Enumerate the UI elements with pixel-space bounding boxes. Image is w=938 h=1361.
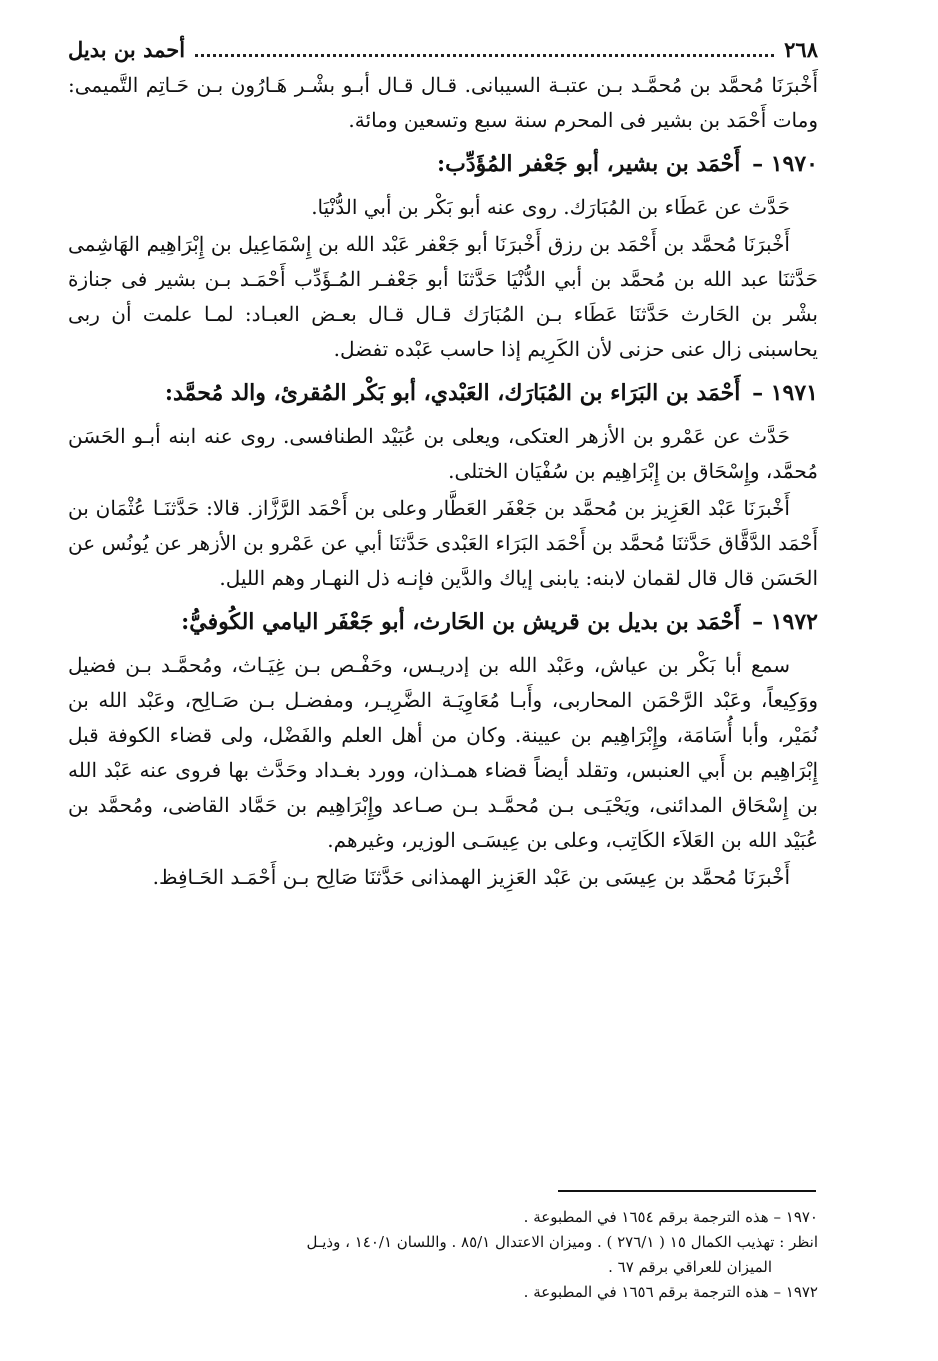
entry-title: أَحْمَد بن بشير، أبو جَعْفر المُؤَدِّب: <box>437 151 741 177</box>
paragraph: حَدَّث عن عَمْرو بن الأزهر العتكى، ويعلى بن عُبَيْد الطنافسى. روى عنه ابنه أبـو الحَسَن مُحمَّد، وإِسْحَاق بن إِبْرَاهِيم بن سُفْيَان الختلى. <box>68 424 818 483</box>
paragraph: أَخْبرَنَا مُحمَّد بن مُحمَّـد بـن عتبـة السيبانى. قـال قـال أبـو بشْـر هَـارُون بـن حَـاتِم التَّميمى: ومات أَحْمَد بن بشير فى المحرم سنة سبع وتسعين ومائة. <box>68 73 818 132</box>
entry-title: أَحْمَد بن بديل بن قريش بن الحَارث، أبو جَعْفَر اليامي الكُوفيُّ: <box>181 609 741 635</box>
running-head <box>68 30 818 68</box>
entry-heading-1970 <box>68 142 818 186</box>
entry-number: ١٩٧١ – <box>752 380 818 406</box>
paragraph: أَخْبرَنَا عَبْد العَزِيز بن مُحمَّد بن جَعْفَر العَطَّار وعلى بن أَحْمَد الرَّزَّاز. قالا: حَدَّثنَـا عُثْمَان بن أَحْمَد الدَّقَّاق حَدَّثنَا مُحمَّد بن أَحْمَد البَرَاء العَبْدى حَدَّثنَا أبي عن عَمْرو بن الأزهر عن يُونُس عن الحَسَن قال قال لقمان لابنه: يابنى إياك والدَّين فإنـه ذل النهـار وهم الليل. <box>68 496 818 590</box>
paragraph: حَدَّث عن عَطَاء بن المُبَارَك. روى عنه أبو بَكْر بن أبي الدُّنْيَا. <box>311 195 790 219</box>
footnote: ١٩٧٠ – هذه الترجمة برقم ١٦٥٤ في المطبوعة . <box>523 1208 818 1226</box>
footnote: ١٩٧٢ – هذه الترجمة برقم ١٦٥٦ في المطبوعة . <box>523 1283 818 1301</box>
footnote: انظر : تهذيب الكمال ١٥ ( ٢٧٦/١ ) . وميزان الاعتدال ٨٥/١ . واللسان ١٤٠/١ ، وذيـل <box>306 1233 818 1251</box>
footnotes <box>68 1205 818 1305</box>
paragraph: أَخْبرَنَا مُحمَّد بن أَحْمَد بن رزق أَخْبرَنَا أبو جَعْفر عَبْد الله بن إِسْمَاعِيل بن إِبْرَاهِيم الهَاشِمى حَدَّثنَا عبد الله بن مُحمَّد بن أبي الدُّنْيَا حَدَّثنَا أبو جَعْفـر المُـؤَدِّب أَحْمَـد بـن بشير فى جنازة بشْر بن الحَارث حَدَّثنَا عَطَاء بـن المُبَارَك قـال قـال بعـض العبـاد: لمـا علمت أن ربى يحاسبنى زال عنى حزنى لأن الكَرِيم إذا حاسب عَبْده تفضل. <box>68 232 818 361</box>
footnote-rule <box>558 1190 816 1192</box>
paragraph: سمع أبا بَكْر بن عياش، وعَبْد الله بن إدريـس، وحَفْـص بـن غِيَـاث، ومُحمَّـد بـن فضيل ووَكِيعاً، وعَبْد الرَّحْمَن المحاربى، وأَبـا مُعَاوِيَـة الضَّرِيـر، ومفضـل بـن صَـالِح، وعَبْد الله بن نُمَيْر، وأبا أُسَامَة، وإِبْرَاهِيم بن عيينة. وكان من أهل العلم والفَضْل، ولى قضاء الكوفة قبل إِبْرَاهِيم بن أَبي العنبس، وتقلد أيضاً قضاء همـذان، وورد بغـداد وحَدَّث بها فروى عنه عَبْد الله بن إِسْحَاق المدائنى، ويَحْيَـى بـن مُحمَّـد بـن صـاعد وإِبْرَاهِيم بن حَمَّاد القاضى، ومُحمَّد بن عُبَيْد الله بن العَلاَء الكَاتِب، وعلى بن عِيسَـى الوزير، وغيرهم. <box>68 653 818 852</box>
dotted-leader <box>195 42 774 57</box>
entry-heading-1971 <box>68 371 818 415</box>
entry-heading-1972 <box>68 600 818 644</box>
page-number: ٢٦٨ <box>784 36 818 62</box>
page-body <box>68 30 818 897</box>
entry-number: ١٩٧٢ – <box>752 609 818 635</box>
entry-number: ١٩٧٠ – <box>752 151 818 177</box>
running-title: أحمد بن بديل <box>68 36 186 62</box>
footnote-continuation: الميزان للعراقي برقم ٦٧ . <box>608 1258 772 1276</box>
entry-title: أَحْمَد بن البَرَاء بن المُبَارَك، العَبْدي، أبو بَكْر المُقرئ، والد مُحمَّد: <box>164 380 741 406</box>
paragraph: أَخْبرَنَا مُحمَّد بن عِيسَى بن عَبْد العَزِيز الهمذانى حَدَّثنَا صَالِح بـن أَحْمَـد الحَـافِظ. <box>152 865 790 889</box>
